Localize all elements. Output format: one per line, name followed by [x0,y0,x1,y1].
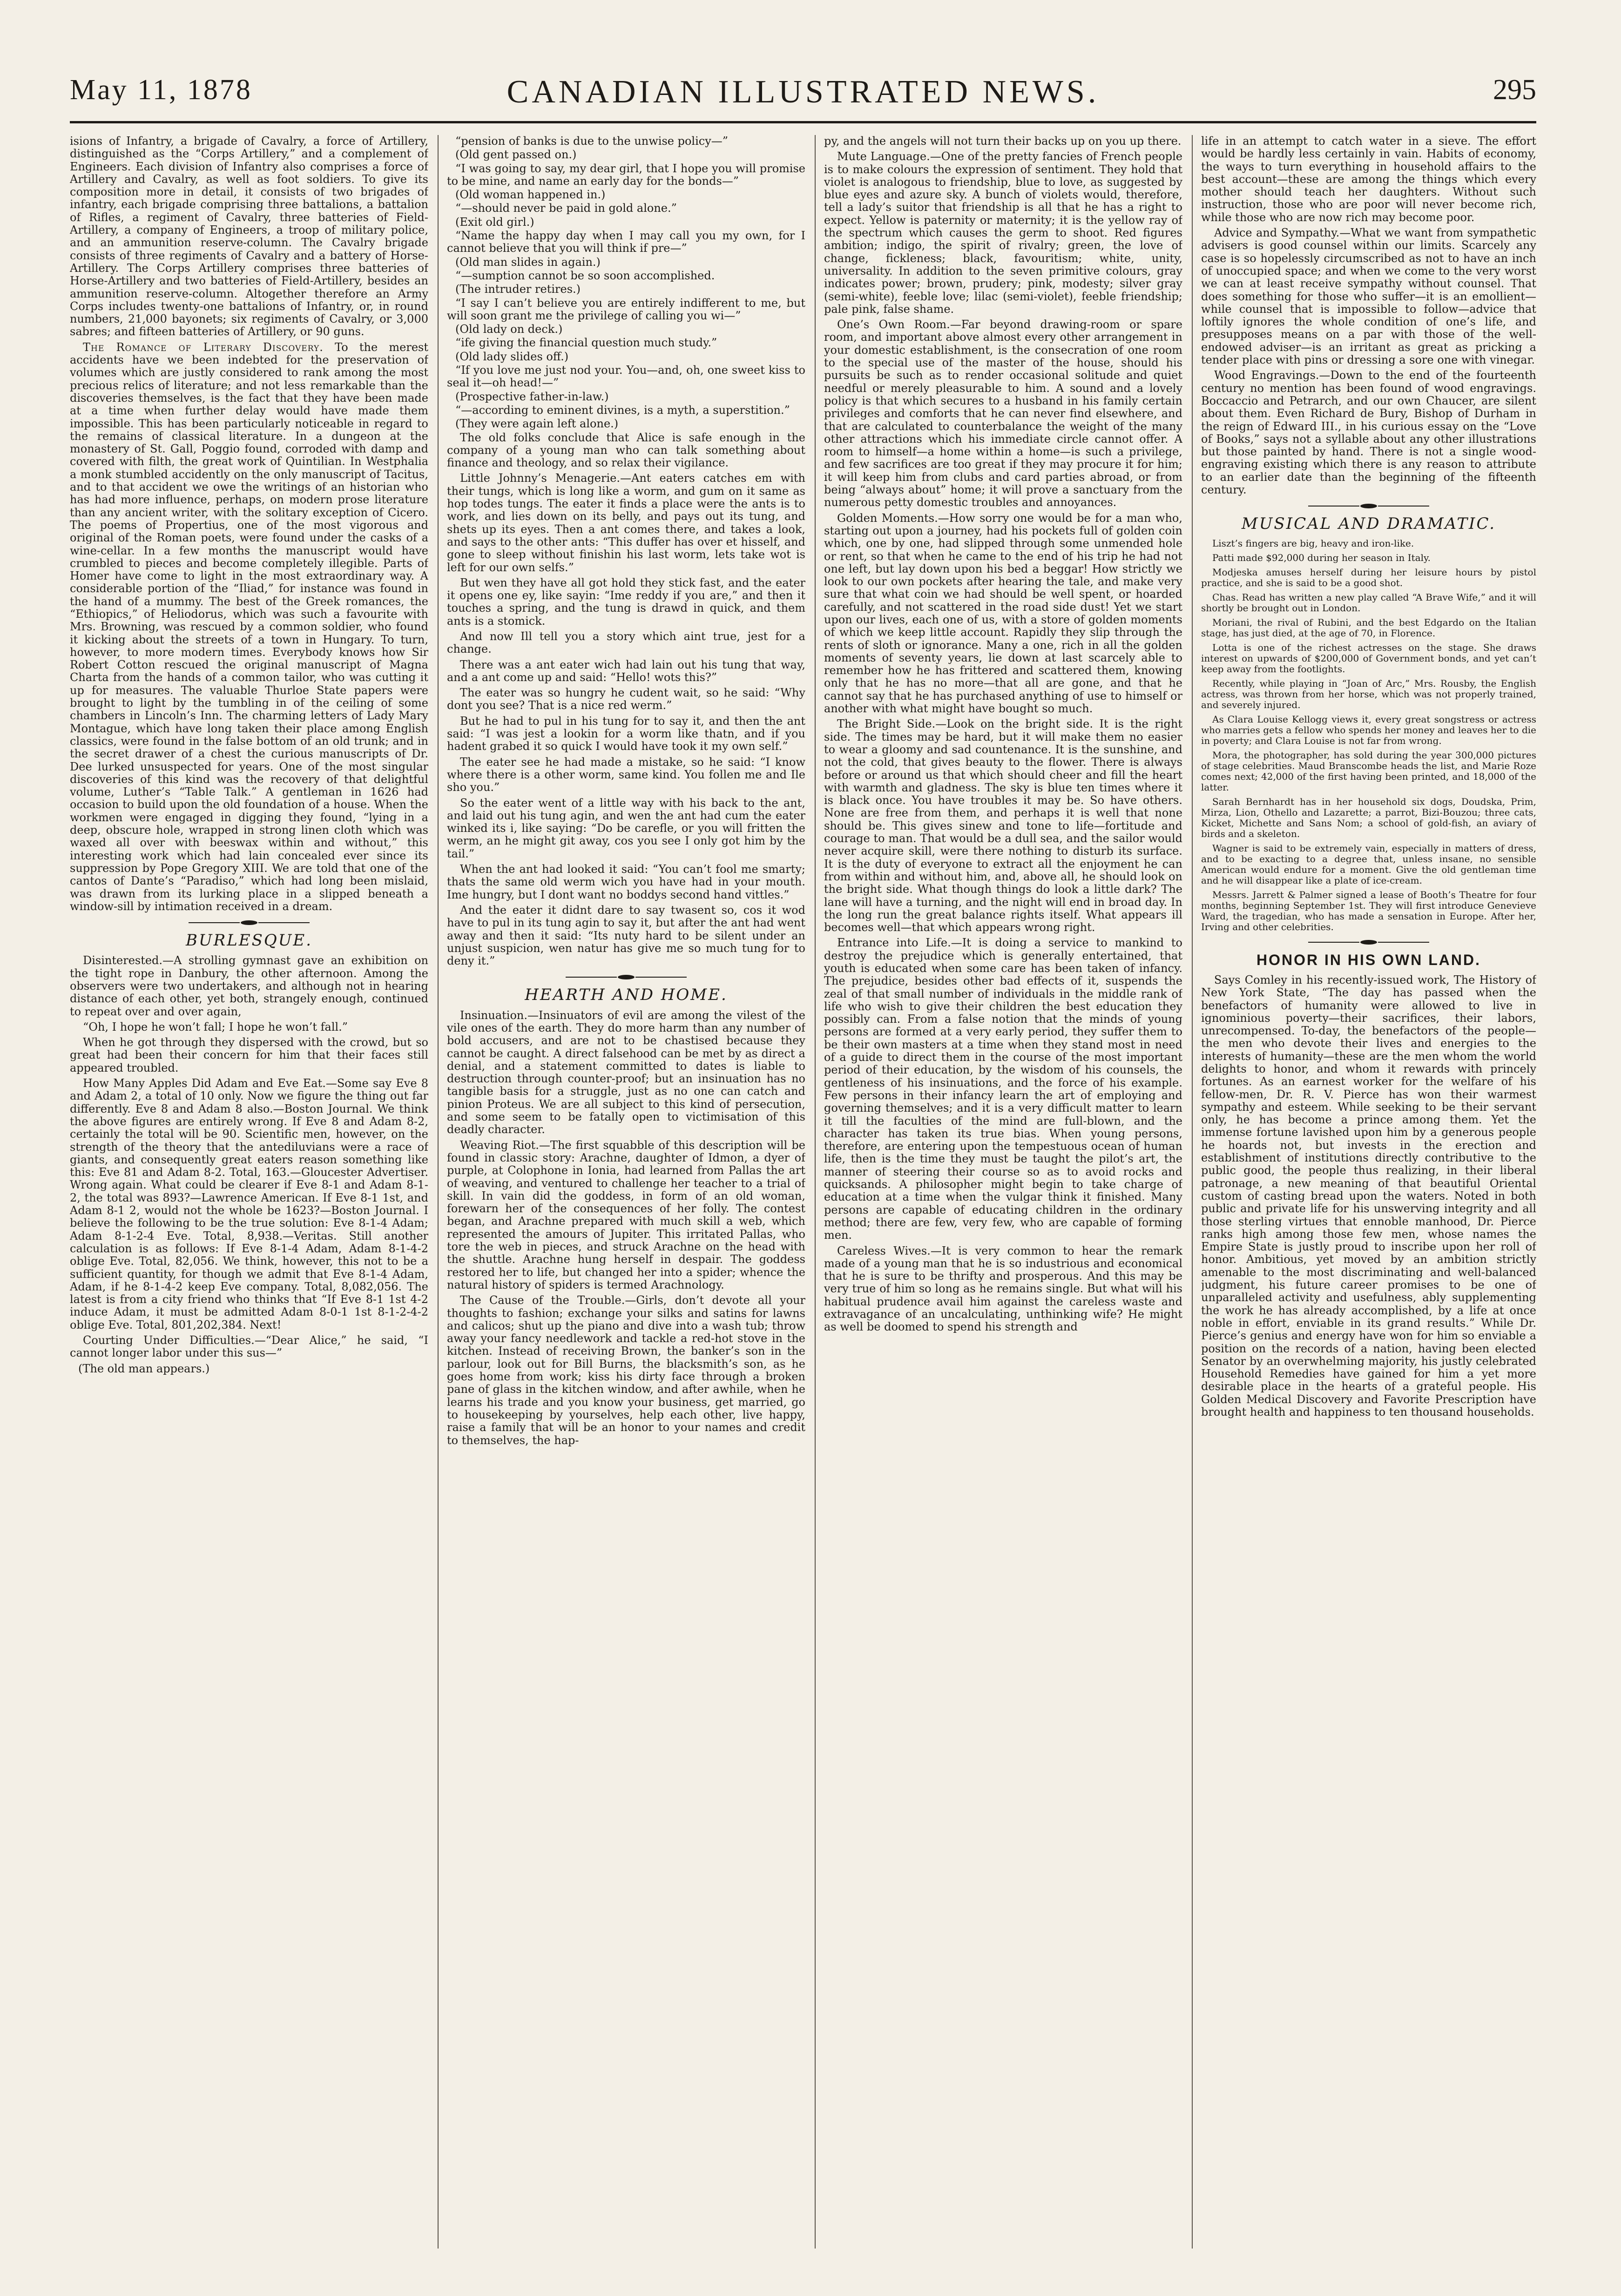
musical-notes-list [1201,538,1536,932]
dialog-line: (The intruder retires.) [455,283,581,296]
menagerie-paragraph: But he had to pul in his tung for to say it, and then the ant said: “I was jest a lookin for a worm like thatn, and if you hadent grabed it so quick I would have took it my own self.” [447,714,805,753]
dialog-line: (Prospective father-in-law.) [455,390,609,403]
section-subhead: The Romance of Literary Discovery. [83,340,324,354]
hearth-home-heading: HEARTH AND HOME. [525,986,728,1005]
menagerie-paragraph: So the eater went of a little way with his back to the ant, and laid out his tung agin, and wen the ant had cum the eater winked its i, like saying: “Do be carefle, or you will fritten the werm, an he might git away, cos you see I only got him by the tail.” [447,796,805,860]
musical-note: Wagner is said to be extremely vain, especially in matters of dress, and to be exacting to a degree that, unless insane, no sensible American would endure for a moment. Give the old gentleman time and he will disappear like a plate of ice-cream. [1201,842,1536,886]
bright-side-article: The Bright Side.—Look on the bright side. It is the right side. The times may be hard, but it will make them no easier to wear a gloomy and sad countenance. It is the sunshine, and not the cold, that gives beauty to the flower. There is always before or around us that which should cheer and fill the heart with warmth and gladness. The sky is blue ten times where it is black once. You have troubles it may be. So have others. None are free from them, and perhaps it is well that none should be. This gives sinew and tone to life—fortitude and courage to man. That would be a dull sea, and the sailor would never acquire skill, were there nothing to disturb its surface. It is the duty of everyone to extract all the enjoyment he can from within and without him, and, above all, he should look on the bright side. What though things do look a little dark? The lane will have a turning, and the night will end in broad day. In the long run the great balance rights itself. What appears ill becomes well—that which appears wrong right. [824,717,1182,934]
dialog-line: “ife giving the financial question much study.” [455,336,717,350]
column-3 [824,135,1182,2249]
honor-heading: HONOR IN HIS OWN LAND. [1256,951,1481,968]
column-1 [70,135,428,2249]
menagerie-paragraph: The eater see he had made a mistake, so he said: “I know where there is a other worm, same kind. You follen me and Ile sho you.” [447,755,805,794]
stage-direction: (The old man appears.) [78,1362,210,1375]
dialog-line: “I say I can’t believe you are entirely indifferent to me, but will soon grant me the privilege of calling you wi—” [447,296,805,322]
masthead [70,65,1536,123]
dialog-line: “—should never be paid in gold alone.” [455,202,677,215]
dialog-line: (Old woman happened in.) [455,188,606,202]
mute-language-article: Mute Language.—One of the pretty fancies of French people is to make colours the expression of sentiment. They hold that violet is analogous to friendship, blue to love, as suggested by blue eyes and azure sky. A bunch of violets would, therefore, tell a lady’s suitor that friendship is all that he has a right to expect. Yellow is paternity or maternity; it is the yellow ray of the spectrum which causes the germ to shoot. Red figures ambition; indigo, the spirit of rivalry; green, the love of change, fickleness; black, favouritism; white, unity, universality. In addition to the seven primitive colours, gray indicates power; brown, prudery; pink, modesty; silver gray (semi-white), feeble love; lilac (semi-violet), feeble friendship; pale pink, false shame. [824,150,1182,316]
ornament-divider-icon [556,974,696,980]
burlesque-quote: “Oh, I hope he won’t fall; I hope he won’t fall.” [83,1020,348,1033]
advice-sympathy-article: Advice and Sympathy.—What we want from sympathetic advisers is good counsel within our limits. Scarcely any case is so hopelessly circumscribed as not to have an inch of unoccupied space; and when we come to the very worst we can at least receive sympathy without counsel. That does something for those who suffer—it is an emollient—while counsel that is impossible to follow—advice that loftily ignores the whole condition of one’s life, and presupposes means on a par with those of the well-endowed adviser—is an irritant as great as pricking a tender place with pins or dressing a sore one with vinegar. [1201,226,1536,367]
dialog-line: (Old man slides in again.) [455,255,601,269]
ornament-divider-icon [1299,939,1439,945]
musical-note: Sarah Bernhardt has in her household six dogs, Doudska, Prim, Mirza, Lion, Othello and Lazarette; a parrot, Bizi-Bouzou; three cats, Kicket, Michette and Sans Nom; a school of gold-fish, an aviary of birds and a skeleton. [1201,796,1536,839]
dialog-line: “Name the happy day when I may call you my own, for I cannot believe that you will think if pre—” [447,229,805,255]
dialog-line: (Exit old girl.) [455,215,534,229]
musical-note: Moriani, the rival of Rubini, and the best Edgardo on the Italian stage, has just died, at the age of 70, in Florence. [1201,616,1536,639]
entrance-into-life-article: Entrance into Life.—It is doing a service to mankind to destroy the prejudice which is generally entertained, that youth is educated when some care has been taken of infancy. The prejudice, besides other bad effects of it, suspends the zeal of that small number of individuals in the middle rank of life who wish to give their children the best education they possibly can. From a false notion that the minds of young persons are formed at a very early period, they suffer them to be their own masters at a time when they stand most in need of a guide to direct them in the course of the most important period of their education, by the wisdom of his counsels, the gentleness of his insinuations, and the force of his example. Few persons in their infancy learn the art of employing and governing themselves; and it is a very difficult matter to learn it till the faculties of the mind are full-blown, and the character has taken its true bias. When young persons, therefore, are entering upon the tempestuous ocean of human life, then is the time they must be taught the pilot’s art, the manner of steering their course so as to avoid rocks and quicksands. A philosopher might begin to take charge of education at a time when the vulgar think it finished. Many persons are capable of educating children in the ordinary method; there are few, very few, who are capable of forming men. [824,936,1182,1242]
weaving-riot-article: Weaving Riot.—The first squabble of this description will be found in classic story: Arachne, daughter of Idmon, a dyer of purple, at Colophone in Ionia, had learned from Pallas the art of weaving, and ventured to challenge her teacher to a trial of skill. In vain did the goddess, in form of an old woman, forewarn her of the consequences of her folly. The contest began, and Arachne prepared with much skill a web, which represented the amours of Jupiter. This irritated Pallas, who tore the web in pieces, and struck Arachne on the head with the shuttle. Arachne hung herself in despair. The goddess restored her to life, but changed her into a spider; whence the natural history of spiders is termed Arachnology. [447,1138,805,1291]
own-room-article: One’s Own Room.—Far beyond drawing-room or spare room, and important above almost every other arrangement in your domestic establishment, is the consecration of one room to the special use of the master of the house, should his pursuits be such as to render occasional solitude and quiet needful or merely pleasurable to him. A sound and a lovely policy is that which secures to a husband in his family certain privileges and comforts that he can never find elsewhere, and that are calculated to counterbalance the weight of the many other attractions which his immediate circle cannot offer. A room to himself—a home within a home—is such a privilege, and few sacrifices are too great if they may procure it for him; it will keep him from clubs and card parties abroad, or from being “always about” home; it will prove a sanctuary from the numerous petty domestic troubles and annoyances. [824,318,1182,509]
dialog-line: “I was going to say, my dear girl, that I hope you will promise to be mine, and name an early day for the bonds—” [447,162,805,188]
dialog-line: (Old lady on deck.) [455,323,563,336]
courting-conclusion: The old folks conclude that Alice is safe enough in the company of a young man who can talk something about finance and theology, and so relax their vigilance. [447,431,805,470]
musical-note: Chas. Read has written a new play called “A Brave Wife,” and it will shortly be brought out in London. [1201,591,1536,614]
menagerie-paragraph: And now Ill tell you a story which aint true, jest for a change. [447,629,805,656]
burlesque-heading: BURLESQUE. [185,931,313,950]
musical-note: Lotta is one of the richest actresses on the stage. She draws interest on upwards of $200,000 of Government bonds, and yet can’t keep away from the footlights. [1201,642,1536,675]
issue-date: May 11, 1878 [70,74,252,106]
dialog-line: “pension of banks is due to the unwise policy—” [455,135,729,148]
dialog-line: “—according to eminent divines, is a myth, a superstition.” [455,403,790,417]
golden-moments-article: Golden Moments.—How sorry one would be for a man who, starting out upon a journey, had his pockets full of golden coin which, one by one, had slipped through some unmended hole or rent, so that when he came to the end of his trip he had not one left, but lay down upon his bed a beggar! How strictly we look to our own pockets after hearing the tale, and make very sure that what coin we had should be well spent, or hoarded carefully, and not scattered in the road side dust! Yet we start upon our lives, each one of us, with a store of golden moments of which we keep little account. Rapidly they slip through the rents of sloth or ignorance. Many a one, rich in all the golden moments of seventy years, lie down at last scarcely able to remember how he has frittered and scattered them, knowing only that he has no more—that all are gone, and that he cannot say that he has purchased anything of use to himself or another with what might have bought so much. [824,511,1182,716]
musical-note: Recently, while playing in “Joan of Arc,” Mrs. Rousby, the English actress, was thrown from her horse, which was not properly trained, and severely injured. [1201,677,1536,710]
dialog-line: (Old lady slides off.) [455,350,569,363]
insinuation-article: Insinuation.—Insinuators of evil are among the vilest of the vile ones of the earth. They do more harm than any number of bold accusers, and are not to be chastised because they cannot be caught. A direct falsehood can be met by as direct a denial, and a statement committed to dates is liable to destruction through counter-proof; but an insinuation has no tangible basis for a struggle, just as no one can catch and pinion Proteus. We are all subject to this kind of persecution, and some seem to be fatally open to victimisation of this deadly character. [447,1008,805,1136]
disinterested-article: Disinterested.—A strolling gymnast gave an exhibition on the tight rope in Danbury, the other afternoon. Among the observers were two undertakers, and although not in hearing distance of each other, yet both, strangely enough, continued to repeat over and over again, [70,954,428,1018]
romance-article: The Romance of Literary Discovery. To the merest accidents have we been indebted for the preservation of volumes which are justly considered to rank among the most precious relics of literature; and not less remarkable than the discoveries themselves, is the fact that they have been made at a time when further delay would have made them impossible. This has been particularly noticeable in regard to the remains of classical literature. In a dungeon at the monastery of St. Gall, Poggio found, corroded with damp and covered with filth, the great work of Quintilian. In Westphalia a monk stumbled accidently on the only manuscript of Tacitus, and to that accident we owe the writings of an historian who has had more influence, perhaps, on modern prose literature than any ancient writer, with the solitary exception of Cicero. The poems of Propertius, one of the most vigorous and original of the Roman poets, were found under the casks of a wine-cellar. In a few months the manuscript would have crumbled to pieces and become completely illegible. Parts of Homer have come to light in the most extraordinary way. A considerable portion of the “Iliad,” for instance was found in the hand of a mummy. The best of the Greek romances, the “Ethiopics,” of Heliodorus, which was such a favourite with Mrs. Browning, was rescued by a common soldier, who found it kicking about the streets of a town in Hungary. To turn, however, to more modern times. Everybody knows how Sir Robert Cotton rescued the original manuscript of Magna Charta from the hands of a common tailor, who was cutting it up for measures. The valuable Thurloe State papers were brought to light by the tumbling in of the ceiling of some chambers in Lincoln’s Inn. The charming letters of Lady Mary Montague, which have long taken their place among English classics, were found in the false bottom of an old trunk; and in the secret drawer of a chest the curious manuscripts of Dr. Dee lurked unsuspected for years. One of the most singular discoveries of this kind was the recovery of that delightful volume, Luther’s “Table Talk.” A gentleman in 1626 had occasion to build upon the old foundation of a house. When the workmen were engaged in digging they found, “lying in a deep, obscure hole, wrapped in strong linen cloth which was waxed all over with beeswax within and without,” this interesting work which had lain concealed ever since its suppression by Pope Gregory XIII. We are told that one of the cantos of Dante’s “Paradiso,” which had long been mislaid, was drawn from its lurking place in a slipped beneath a window-sill by intimation received in a dream. [70,340,428,913]
careless-wives-continued: life in an attempt to catch water in a sieve. The effort would be hardly less certainly in vain. Habits of economy, the ways to turn everything in household affairs to the best account—these are among the things which every mother should teach her daughters. Without such instruction, those who are poor will never become rich, while those who are now rich may become poor. [1201,135,1536,224]
menagerie-paragraph: The eater was so hungry he cudent wait, so he said: “Why dont you see? That is a nice red werm.” [447,686,805,712]
cause-of-trouble-article: The Cause of the Trouble.—Girls, don’t devote all your thoughts to fashion; exchange your silks and satins for lawns and calicos; shut up the piano and dive into a wash tub; throw away your fancy needlework and tackle a red-hot stove in the kitchen. Instead of receiving Brown, the banker’s son in the parlour, look out for Bill Burns, the blacksmith’s son, as he goes home from work; kiss his dirty face through a broken pane of glass in the kitchen window, and after awhile, when he learns his trade and you know your business, get married, go to housekeeping by yourselves, help each other, live happy, raise a family that will be an honor to your names and credit to themselves, the hap- [447,1294,805,1447]
careless-wives-article: Careless Wives.—It is very common to hear the remark made of a young man that he is so industrious and economical that he is sure to be thrifty and prosperous. And this may be very true of him so long as he remains single. But what will his habitual prudence avail him against the careless waste and extravagance of an uncalculating, unthinking wife? He might as well be doomed to spend his strength and [824,1244,1182,1334]
ornament-divider-icon [179,919,319,926]
column-rule [815,135,816,2249]
newspaper-title: CANADIAN ILLUSTRATED NEWS. [507,74,1100,110]
dialog-line: (They were again left alone.) [455,417,619,431]
page-number: 295 [1493,74,1536,106]
musical-note: Patti made $92,000 during her season in Italy. [1212,552,1431,563]
musical-note: Mora, the photographer, has sold during the year 300,000 pictures of stage celebrities. Maud Branscombe heads the list, and Marie Roze comes next; 42,000 of the first having been printed, and 18,000 of the latter. [1201,749,1536,793]
musical-note: Messrs. Jarrett & Palmer signed a lease of Booth’s Theatre for four months, beginning September 1st. They will first introduce Genevieve Ward, the tragedian, who has made a sensation in Europe. After her, Irving and other celebrities. [1201,889,1536,932]
dialog-line: (Old gent passed on.) [455,148,577,162]
menagerie-paragraph: But wen they have all got hold they stick fast, and the eater it opens one ey, like sayin: “Ime reddy if you are,” and then it touches a spring, and the tung is drawd in quick, and them ants is a stomick. [447,576,805,628]
ornament-divider-icon [1299,503,1439,509]
column-4 [1201,135,1536,2249]
musical-dramatic-heading: MUSICAL AND DRAMATIC. [1241,514,1496,533]
courting-article: Courting Under Difficulties.—“Dear Alice,” he said, “I cannot longer labor under this sus—” [70,1334,428,1360]
menagerie-paragraph: And the eater it didnt dare to say twasent so, cos it wod have to pul in its tung agin to say it, but after the ant had went away and then it said: “Its nuty hard to be silent under an unjust suspicion, wen natur has give me so much tung for to deny it.” [447,903,805,968]
musical-note: Modjeska amuses herself during her leisure hours by pistol practice, and she is said to be a good shot. [1201,566,1536,588]
cause-of-trouble-continued: py, and the angels will not turn their backs up on you up there. [824,135,1182,148]
menagerie-paragraph: When the ant had looked it said: “You can’t fool me smarty; thats the same old werm wich you have had in your mouth. Ime hungry, but I dont want no boddys second hand vittles.” [447,863,805,901]
menagerie-paragraph: There was a ant eater wich had lain out his tung that way, and a ant come up and said: “Hello! wots this?” [447,658,805,684]
wood-engravings-article: Wood Engravings.—Down to the end of the fourteenth century no mention has been found of wood engravings. Boccaccio and Petrarch, and our own Chaucer, are silent about them. Even Richard de Bury, Bishop of Durham in the reign of Edward III., in his curious essay on the “Love of Books,” says not a syllable about any other illustrations but those painted by hand. There is not a single wood-engraving existing which there is any reason to attribute to an earlier date than the beginning of the fifteenth century. [1201,369,1536,497]
column-rule [438,135,439,2249]
dialog-line: “—sumption cannot be so soon accomplished. [455,269,715,282]
musical-note: As Clara Louise Kellogg views it, every great songstress or actress who marries gets a fellow who spends her money and leaves her to die in poverty; and Clara Louise is not far from wrong. [1201,713,1536,746]
column-2 [447,135,805,2249]
burlesque-paragraph: When he got through they dispersed with the crowd, but so great had been their concern for him that their faces still appeared troubled. [70,1036,428,1074]
musical-note: Liszt’s fingers are big, heavy and iron-like. [1212,537,1414,549]
army-corps-paragraph: isions of Infantry, a brigade of Cavalry, a force of Artillery, distinguished as the “Corps Artillery,” and a complement of Engineers. Each division of Infantry also comprises a force of Artillery and Cavalry, as well as foot soldiers. To give its composition more in detail, it consists of two brigades of infantry, each brigade comprising three battalions, a battalion of Rifles, a regiment of Cavalry, three batteries of Field-Artillery, a company of Engineers, a troop of military police, and an ammunition reserve-column. The Cavalry brigade consists of three regiments of Cavalry and a battery of Horse-Artillery. The Corps Artillery comprises three batteries of Horse-Artillery and two batteries of Field-Artillery, besides an ammunition reserve-column. Altogether therefore an Army Corps includes twenty-one battalions of Infantry, or, in round numbers, 21,000 bayonets; six regiments of Cavalry, or 3,000 sabres; and fifteen batteries of Artillery, or 90 guns. [70,135,428,338]
menagerie-article: Little Johnny’s Menagerie.—Ant eaters catches em with their tungs, which is long like a worm, and gum on it same as hop todes tungs. The eater it finds a place were the ants is to work, and lies down on its belly, and pays out its tung, and shets up its eyes. Then a ant comes there, and takes a look, and says to the other ants: “This duffer has over et hisself, and gone to sleep without finishin his last worm, lets take wot is left for our own selfs.” [447,472,805,574]
dialog-line: “If you love me just nod your. You—and, oh, one sweet kiss to seal it—oh head!—” [447,364,805,390]
column-rule [1192,135,1193,2249]
honor-article: Says Comley in his recently-issued work, The History of New York State, “The day has passed when the benefactors of humanity were allowed to live in ignominious poverty—their sacrifices, their labors, unrecompensed. To-day, the benefactors of the people—the men who devote their lives and energies to the interests of humanity—these are the men whom the world delights to honor, and whom it rewards with princely fortunes. As an earnest worker for the welfare of his fellow-men, Dr. R. V. Pierce has won their warmest sympathy and esteem. While seeking to be their servant only, he has become a prince among them. Yet the immense fortune lavished upon him by a generous people he hoards not, but invests in the erection and establishment of institutions directly contributive to the public good, the people thus realizing, in their liberal patronage, a new meaning of that beautiful Oriental custom of casting bread upon the waters. Noted in both public and private life for his unswerving integrity and all those sterling virtues that ennoble manhood, Dr. Pierce ranks high among those few men, whose names the Empire State is justly proud to inscribe upon her roll of honor. Ambitious, yet moved by an ambition strictly amenable to the most discriminating and well-balanced judgment, his future career promises to be one of unparalleled activity and usefulness, ably supplementing the work he has already accomplished, by a life at once noble in effort, enviable in its grand results.” While Dr. Pierce’s genius and energy have won for him so enviable a position on the records of a nation, having been elected Senator by an overwhelming majority, his justly celebrated Household Remedies have gained for him a yet more desirable place in the hearts of a grateful people. His Golden Medical Discovery and Favorite Prescription have brought health and happiness to ten thousand households. [1201,973,1536,1418]
apples-article: How Many Apples Did Adam and Eve Eat.—Some say Eve 8 and Adam 2, a total of 10 only. Now we figure the thing out far differently. Eve 8 and Adam 8 also.—Boston Journal. We think the above figures are entirely wrong. If Eve 8 and Adam 8-2, certainly the total will be 90. Scientific men, however, on the strength of the theory that the antediluvians were a race of giants, and consequently great eaters reason something like this: Eve 81 and Adam 8-2. Total, 163.—Gloucester Advertiser. Wrong again. What could be clearer if Eve 8-1 and Adam 8-1-2, the total was 893?—Lawrence American. If Eve 8-1 1st, and Adam 8-1 2, would not the whole be 1623?—Boston Journal. I believe the following to be the true solution: Eve 8-1-4 Adam; Adam 8-1-2-4 Eve. Total, 8,938.—Veritas. Still another calculation is as follows: If Eve 8-1-4 Adam, Adam 8-1-4-2 oblige Eve. Total, 82,056. We think, however, this not to be a sufficient quantity, for though we admit that Eve 8-1-4 Adam, Adam, if he 8-1-4-2 keep Eve company. Total, 8,082,056. The latest is from a city friend who thinks that “If Eve 8-1 1st 4-2 induce Adam, it must be admitted Adam 8-0-1 1st 8-1-2-4-2 oblige Eve. Total, 801,202,384. Next! [70,1077,428,1331]
